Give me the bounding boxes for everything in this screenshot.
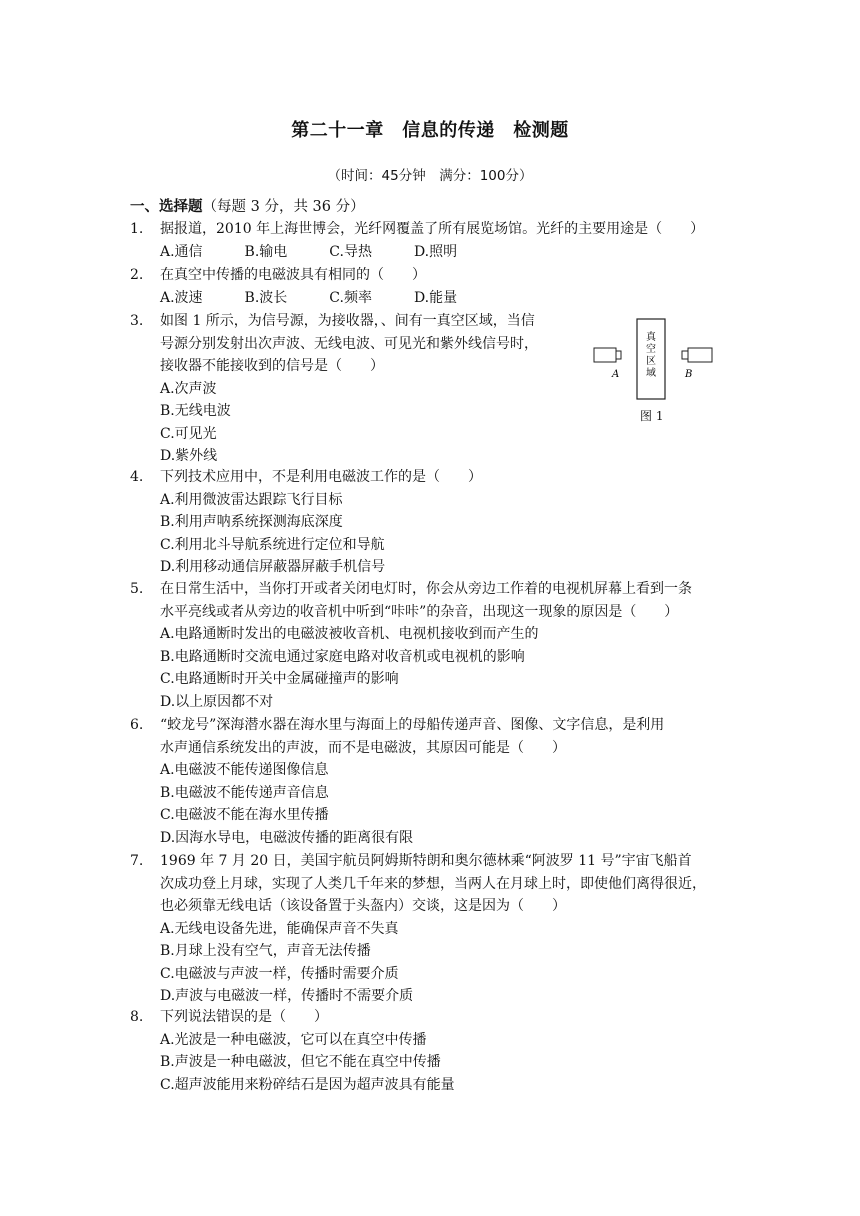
answer-option: C.电路通断时开关中金属碰撞声的影响 [160, 671, 399, 687]
answer-option: A.电路通断时发出的电磁波被收音机、电视机接收到而产生的 [160, 626, 539, 642]
answer-option: B.声波是一种电磁波，但它不能在真空中传播 [160, 1054, 441, 1070]
figure-1-diagram [592, 316, 718, 402]
answer-option: D.以上原因都不对 [160, 693, 274, 710]
answer-option: A.次声波 [160, 380, 217, 397]
question-text: 1969 年 7 月 20 日，美国宇航员阿姆斯特朗和奥尔德林乘“阿波罗 11 号”宇宙飞船首 [160, 853, 692, 869]
question-number: 1. [130, 221, 144, 237]
question-number: 8. [130, 1009, 144, 1025]
question-text: “蛟龙号”深海潜水器在海水里与海面上的母船传递声音、图像、文字信息，是利用 [160, 717, 665, 733]
question-text: 如图 1 所示，为信号源，为接收器，、间有一真空区域，当信 [160, 313, 535, 329]
question-text: 据报道，2010 年上海世博会，光纤网覆盖了所有展览场馆。光纤的主要用途是（ ） [160, 221, 705, 237]
receiver-device [682, 348, 712, 362]
question-number: 5. [130, 581, 144, 597]
answer-option: D.声波与电磁波一样，传播时不需要介质 [160, 988, 414, 1004]
answer-option: C.利用北斗导航系统进行定位和导航 [160, 536, 385, 553]
question-text: 接收器不能接收到的信号是（ ） [160, 358, 384, 374]
page-title: 第二十一章 信息的传递 检测题 [291, 120, 569, 141]
section-note: （每题 3 分，共 36 分） [202, 199, 365, 215]
answer-option: B.电路通断时交流电通过家庭电路对收音机或电视机的影响 [160, 648, 525, 665]
question-text: 号源分别发射出次声波、无线电波、可见光和紫外线信号时， [160, 335, 538, 352]
question-text: 水平亮线或者从旁边的收音机中听到“咔咔”的杂音，出现这一现象的原因是（ ） [160, 603, 679, 620]
answer-option: C.电磁波与声波一样，传播时需要介质 [160, 965, 399, 982]
answer-options: A.波速 B.波长 C.频率 D.能量 [160, 289, 458, 306]
question-text: 水声通信系统发出的声波，而不是电磁波，其原因可能是（ ） [160, 739, 566, 756]
vacuum-region-label: 真空区域 [646, 332, 656, 379]
question-number: 3. [130, 313, 144, 329]
answer-option: A.光波是一种电磁波，它可以在真空中传播 [160, 1031, 427, 1048]
answer-option: B.月球上没有空气，声音无法传播 [160, 943, 371, 959]
answer-option: D.利用移动通信屏蔽器屏蔽手机信号 [160, 559, 386, 575]
answer-options: A.通信 B.输电 C.导热 D.照明 [160, 243, 458, 260]
answer-option: B.无线电波 [160, 403, 231, 419]
answer-option: D.因海水导电，电磁波传播的距离很有限 [160, 829, 414, 846]
answer-option: A.无线电设备先进，能确保声音不失真 [160, 920, 399, 937]
label-b: B [685, 369, 693, 380]
answer-option: B.电磁波不能传递声音信息 [160, 784, 329, 801]
answer-option: A.利用微波雷达跟踪飞行目标 [160, 491, 343, 508]
signal-source-device [594, 348, 621, 362]
question-text: 在日常生活中，当你打开或者关闭电灯时，你会从旁边工作着的电视机屏幕上看到一条 [160, 581, 692, 597]
question-text: 也必须靠无线电话（该设备置于头盔内）交谈，这是因为（ ） [160, 898, 566, 914]
question-number: 6. [130, 717, 144, 733]
question-number: 7. [130, 853, 144, 869]
exam-info: （时间：45分钟 满分：100分） [327, 168, 533, 184]
question-text: 次成功登上月球，实现了人类几千年来的梦想，当两人在月球上时，即使他们离得很近， [160, 875, 706, 892]
question-number: 4. [130, 469, 144, 485]
question-text: 下列技术应用中，不是利用电磁波工作的是（ ） [160, 469, 482, 485]
answer-option: C.电磁波不能在海水里传播 [160, 807, 329, 823]
section-heading [130, 195, 365, 216]
answer-option: C.超声波能用来粉碎结石是因为超声波具有能量 [160, 1076, 455, 1093]
figure-caption: 图 1 [640, 409, 664, 423]
label-a: A [612, 369, 620, 380]
answer-option: D.紫外线 [160, 448, 218, 464]
answer-option: B.利用声呐系统探测海底深度 [160, 514, 343, 530]
answer-option: C.可见光 [160, 425, 217, 442]
question-number: 2. [130, 267, 144, 283]
answer-option: A.电磁波不能传递图像信息 [160, 762, 329, 778]
question-text: 在真空中传播的电磁波具有相同的（ ） [160, 267, 426, 283]
question-text: 下列说法错误的是（ ） [160, 1009, 328, 1025]
section-title: 一、选择题 [130, 199, 203, 215]
